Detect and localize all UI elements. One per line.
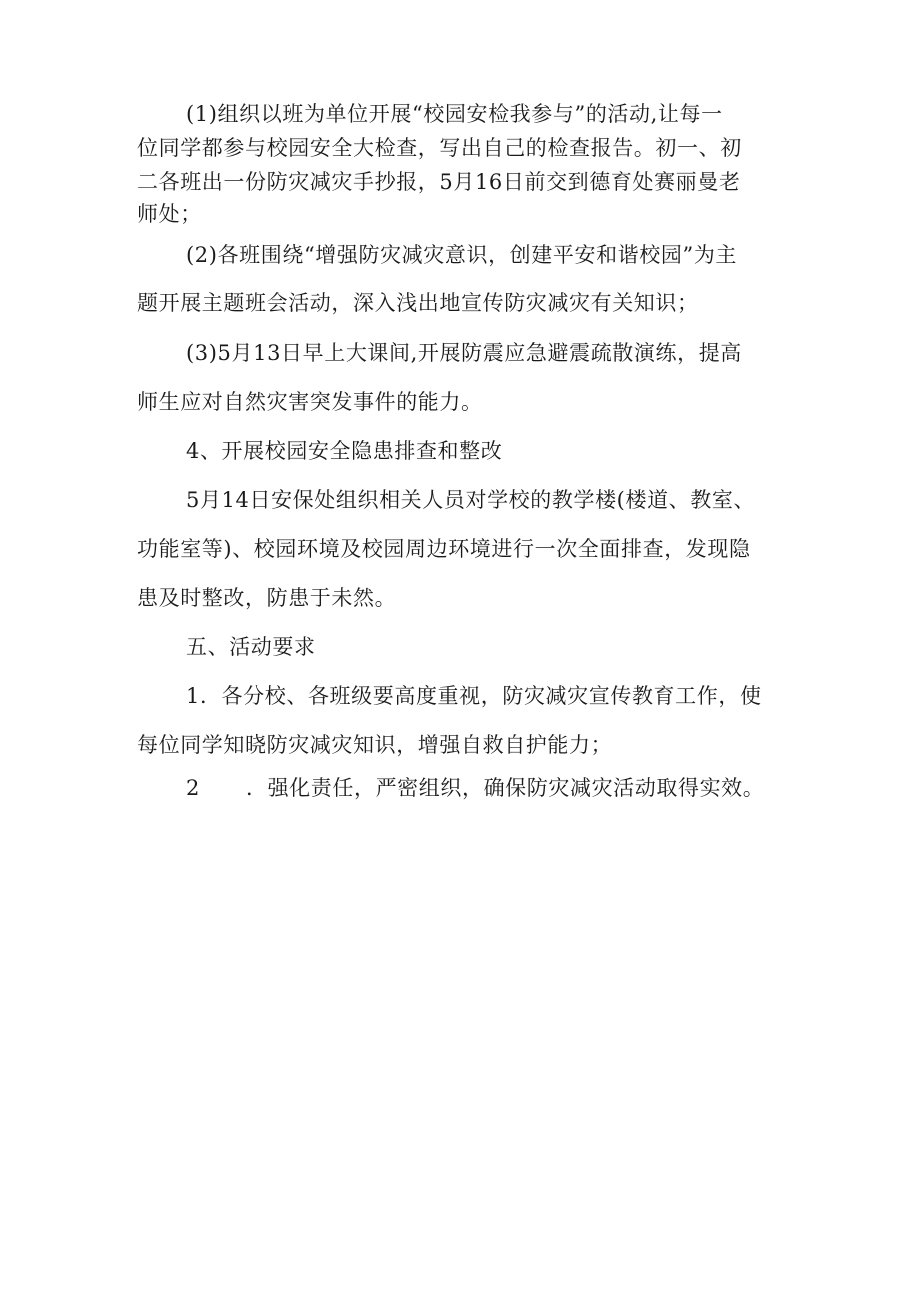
paragraph-3-line-1: (3)5月13日早上大课间,开展防震应急避震疏散演练，提高 (186, 341, 742, 365)
requirement-1-line-2: 每位同学知晓防灾减灾知识，增强自救自护能力； (137, 733, 613, 757)
paragraph-3-line-2: 师生应对自然灾害突发事件的能力。 (137, 390, 483, 414)
paragraph-4-line-2: 功能室等)、校园环境及校园周边环境进行一次全面排查，发现隐 (137, 537, 751, 561)
paragraph-4-line-1: 5月14日安保处组织相关人员对学校的教学楼(楼道、教室、 (186, 488, 756, 512)
paragraph-1-line-3: 二各班出一份防灾减灾手抄报，5月16日前交到德育处赛丽曼老 (137, 170, 741, 194)
paragraph-2-line-1: (2)各班围绕“增强防灾减灾意识，创建平安和谐校园”为主 (186, 243, 738, 267)
paragraph-4-line-3: 患及时整改，防患于未然。 (137, 586, 397, 610)
paragraph-1-line-2: 位同学都参与校园安全大检查，写出自己的检查报告。初一、初 (137, 136, 742, 160)
paragraph-1-line-4: 师处； (137, 202, 202, 226)
section-heading-5: 五、活动要求 (186, 635, 316, 659)
section-heading-4: 4、开展校园安全隐患排查和整改 (186, 439, 503, 463)
paragraph-1-line-1: (1)组织以班为单位开展“校园安检我参与”的活动,让每一 (186, 102, 723, 126)
requirement-2-number: 2 (186, 776, 200, 800)
requirement-2-text: ．强化责任，严密组织，确保防灾减灾活动取得实效。 (245, 776, 765, 800)
requirement-2-line (186, 774, 764, 802)
requirement-1-line-1: 1．各分校、各班级要高度重视，防灾减灾宣传教育工作，使 (186, 684, 762, 708)
paragraph-2-line-2: 题开展主题班会活动，深入浅出地宣传防灾减灾有关知识； (137, 291, 699, 315)
